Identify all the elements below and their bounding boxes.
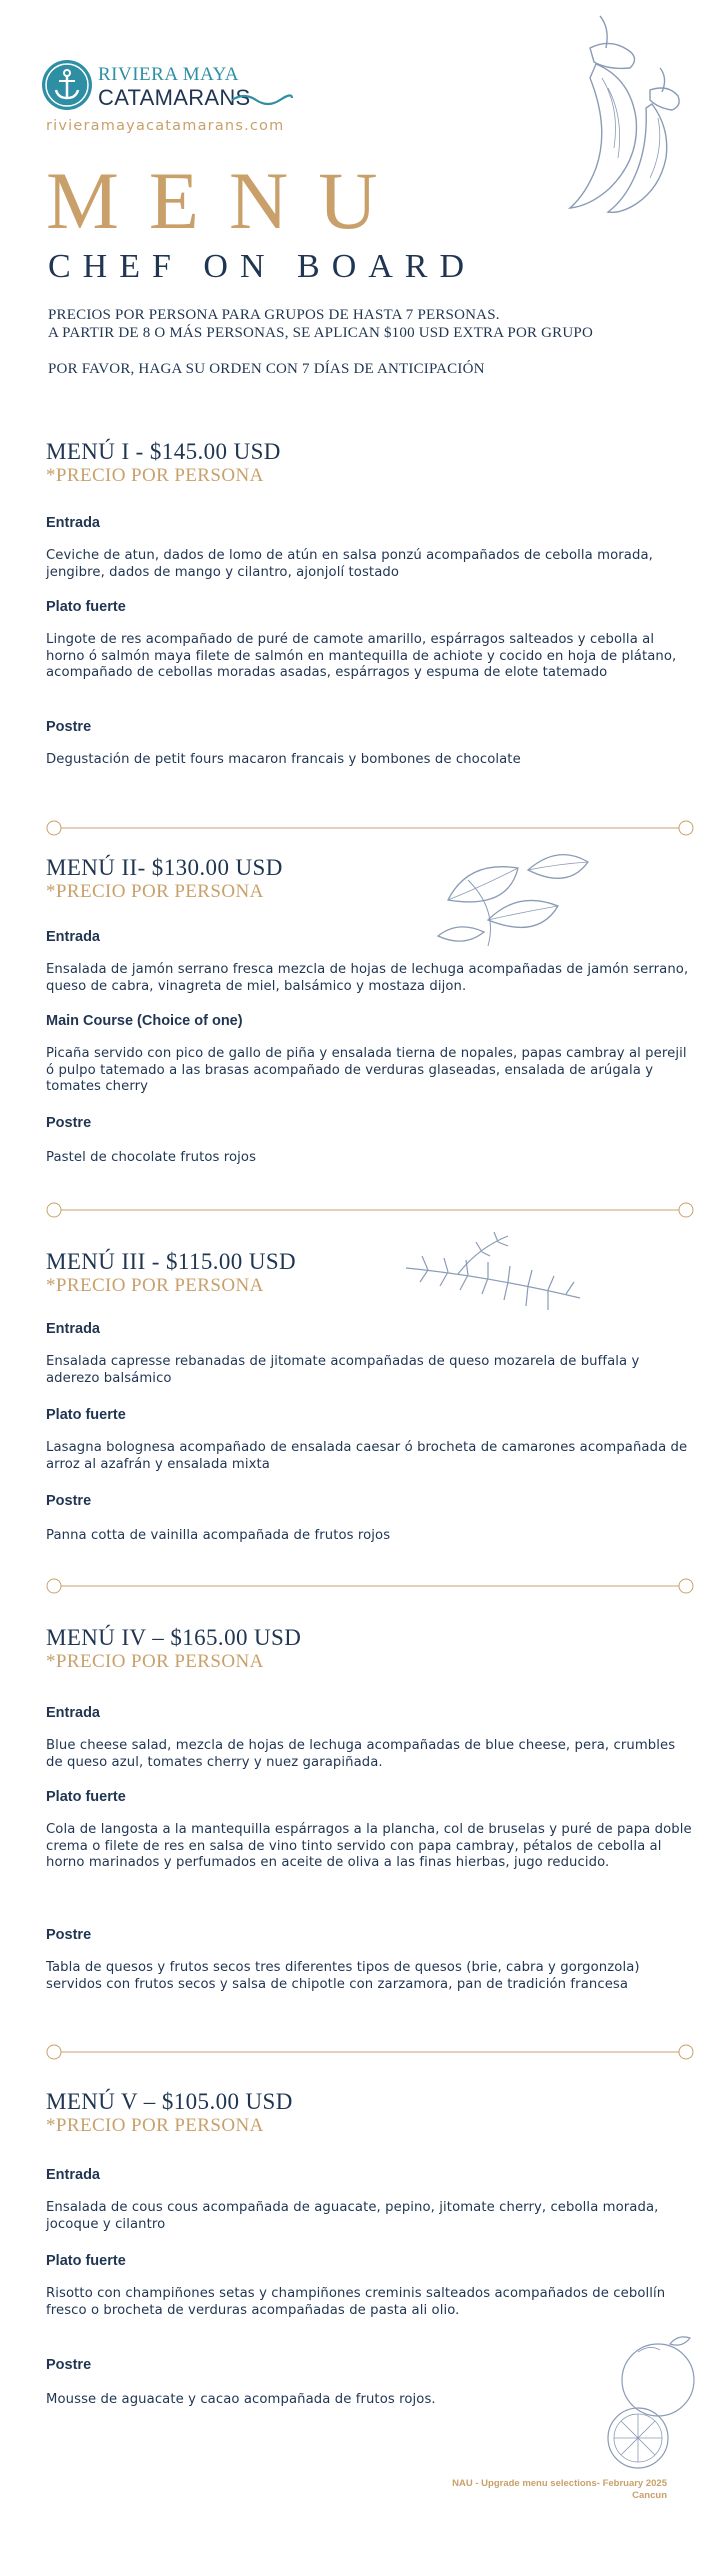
menu-3-course-desc: Ensalada capresse rebanadas de jitomate acompañadas de queso mozarela de buffala y aderezo balsámico (46, 1354, 640, 1386)
menu-4-course-desc: Tabla de quesos y frutos secos tres diferentes tipos de quesos (brie, cabra y gorgonzola) servidos con frutos secos y salsa de chipotle con zarzamora, pan de tradición francesa (46, 1960, 640, 1992)
citrus-illustration-icon (598, 2330, 706, 2480)
brand-name-line2: CATAMARANS (98, 85, 251, 110)
section-divider (45, 1200, 695, 1220)
pricing-note-line2: A PARTIR DE 8 O MÁS PERSONAS, SE APLICAN $100 USD EXTRA POR GRUPO (48, 325, 593, 341)
menu-5-course-label: Entrada (46, 2167, 100, 2183)
menu-2-course-label: Main Course (Choice of one) (46, 1013, 243, 1029)
menu-4-course-label: Postre (46, 1927, 92, 1943)
menu-1-subtitle: *PRECIO POR PERSONA (46, 465, 264, 486)
section-divider (45, 1576, 695, 1596)
menu-3-course-label: Postre (46, 1493, 92, 1509)
section-divider (45, 2042, 695, 2062)
basil-leaves-illustration-icon (428, 840, 598, 950)
menu-2-title: MENÚ II- $130.00 USD (46, 855, 283, 880)
rosemary-sprig-illustration-icon (398, 1228, 588, 1328)
anchor-logo-icon (40, 58, 94, 112)
menu-1-course-label: Plato fuerte (46, 599, 126, 615)
menu-4-title: MENÚ IV – $165.00 USD (46, 1625, 302, 1650)
page-title: MENU (46, 155, 408, 246)
footer-note (452, 2478, 667, 2502)
wave-decoration-icon (230, 92, 294, 106)
brand-url[interactable]: rivieramayacatamarans.com (46, 118, 285, 134)
footer-line2: Cancun (632, 2490, 667, 2501)
menu-2-subtitle: *PRECIO POR PERSONA (46, 881, 264, 902)
menu-3-title: MENÚ III - $115.00 USD (46, 1249, 297, 1274)
menu-5-title: MENÚ V – $105.00 USD (46, 2089, 293, 2114)
menu-1-title: MENÚ I - $145.00 USD (46, 439, 281, 464)
menu-1-course-desc: Ceviche de atun, dados de lomo de atún en salsa ponzú acompañados de cebolla morada, jengibre, dados de mango y cilantro, ajonjolí tostado (46, 548, 653, 580)
page-subtitle: CHEF ON BOARD (48, 248, 477, 285)
footer-line1: NAU - Upgrade menu selections- February 2025 (452, 2478, 667, 2489)
menu-1-course-label: Entrada (46, 515, 100, 531)
menu-5-course-label: Plato fuerte (46, 2253, 126, 2269)
menu-1-course-desc: Lingote de res acompañado de puré de camote amarillo, espárragos salteados y cebolla al horno ó salmón maya filete de salmón en mantequilla de achiote y cocido en hoja de plátano, acompañado de cebollas moradas asadas, espárragos y espuma de elote tatemado (46, 632, 677, 680)
menu-2-course-desc: Picaña servido con pico de gallo de piña y ensalada tierna de nopales, papas cambray al perejil ó pulpo tatemado a las brasas acompañado de verduras glaseadas, ensalada de arúgala y tomates cherry (46, 1046, 687, 1094)
menu-3-subtitle: *PRECIO POR PERSONA (46, 1275, 264, 1296)
menu-4-subtitle: *PRECIO POR PERSONA (46, 1651, 264, 1672)
ordering-note: POR FAVOR, HAGA SU ORDEN CON 7 DÍAS DE ANTICIPACIÓN (48, 361, 485, 377)
section-divider (45, 818, 695, 838)
pricing-note-line1: PRECIOS POR PERSONA PARA GRUPOS DE HASTA 7 PERSONAS. (48, 307, 500, 323)
menu-2-course-desc: Pastel de chocolate frutos rojos (46, 1150, 257, 1165)
menu-4-course-label: Plato fuerte (46, 1789, 126, 1805)
chili-peppers-illustration-icon (490, 8, 690, 218)
menu-3-course-desc: Panna cotta de vainilla acompañada de frutos rojos (46, 1528, 391, 1543)
menu-3-course-label: Entrada (46, 1321, 100, 1337)
menu-2-course-desc: Ensalada de jamón serrano fresca mezcla de hojas de lechuga acompañadas de jamón serrano, queso de cabra, vinagreta de miel, balsámico y mostaza dijon. (46, 962, 689, 994)
menu-5-course-desc: Ensalada de cous cous acompañada de aguacate, pepino, jitomate cherry, cebolla morada, jocoque y cilantro (46, 2200, 659, 2232)
menu-5-course-desc: Mousse de aguacate y cacao acompañada de frutos rojos. (46, 2392, 436, 2407)
menu-3-course-label: Plato fuerte (46, 1407, 126, 1423)
menu-1-course-desc: Degustación de petit fours macaron francais y bombones de chocolate (46, 752, 521, 767)
brand-name-line1: RIVIERA MAYA (98, 64, 239, 85)
menu-4-course-desc: Blue cheese salad, mezcla de hojas de lechuga acompañadas de blue cheese, pera, crumbles de queso azul, tomates cherry y nuez garapiñada. (46, 1738, 676, 1770)
menu-2-course-label: Postre (46, 1115, 92, 1131)
menu-5-course-label: Postre (46, 2357, 92, 2373)
menu-1-course-label: Postre (46, 719, 92, 735)
menu-5-subtitle: *PRECIO POR PERSONA (46, 2115, 264, 2136)
menu-4-course-desc: Cola de langosta a la mantequilla espárragos a la plancha, col de bruselas y puré de papa doble crema o filete de res en salsa de vino tinto servido con papa cambray, pétalos de cebolla al horno marinados y perfumados en aceite de oliva a las finas hierbas, jugo reducido. (46, 1822, 692, 1870)
menu-4-course-label: Entrada (46, 1705, 100, 1721)
menu-3-course-desc: Lasagna bolognesa acompañado de ensalada caesar ó brocheta de camarones acompañada de arroz al azafrán y ensalada mixta (46, 1440, 688, 1472)
menu-2-course-label: Entrada (46, 929, 100, 945)
menu-5-course-desc: Risotto con champiñones setas y champiñones creminis salteados acompañados de cebollín fresco o brocheta de verduras acompañadas de pasta ali olio. (46, 2286, 666, 2318)
